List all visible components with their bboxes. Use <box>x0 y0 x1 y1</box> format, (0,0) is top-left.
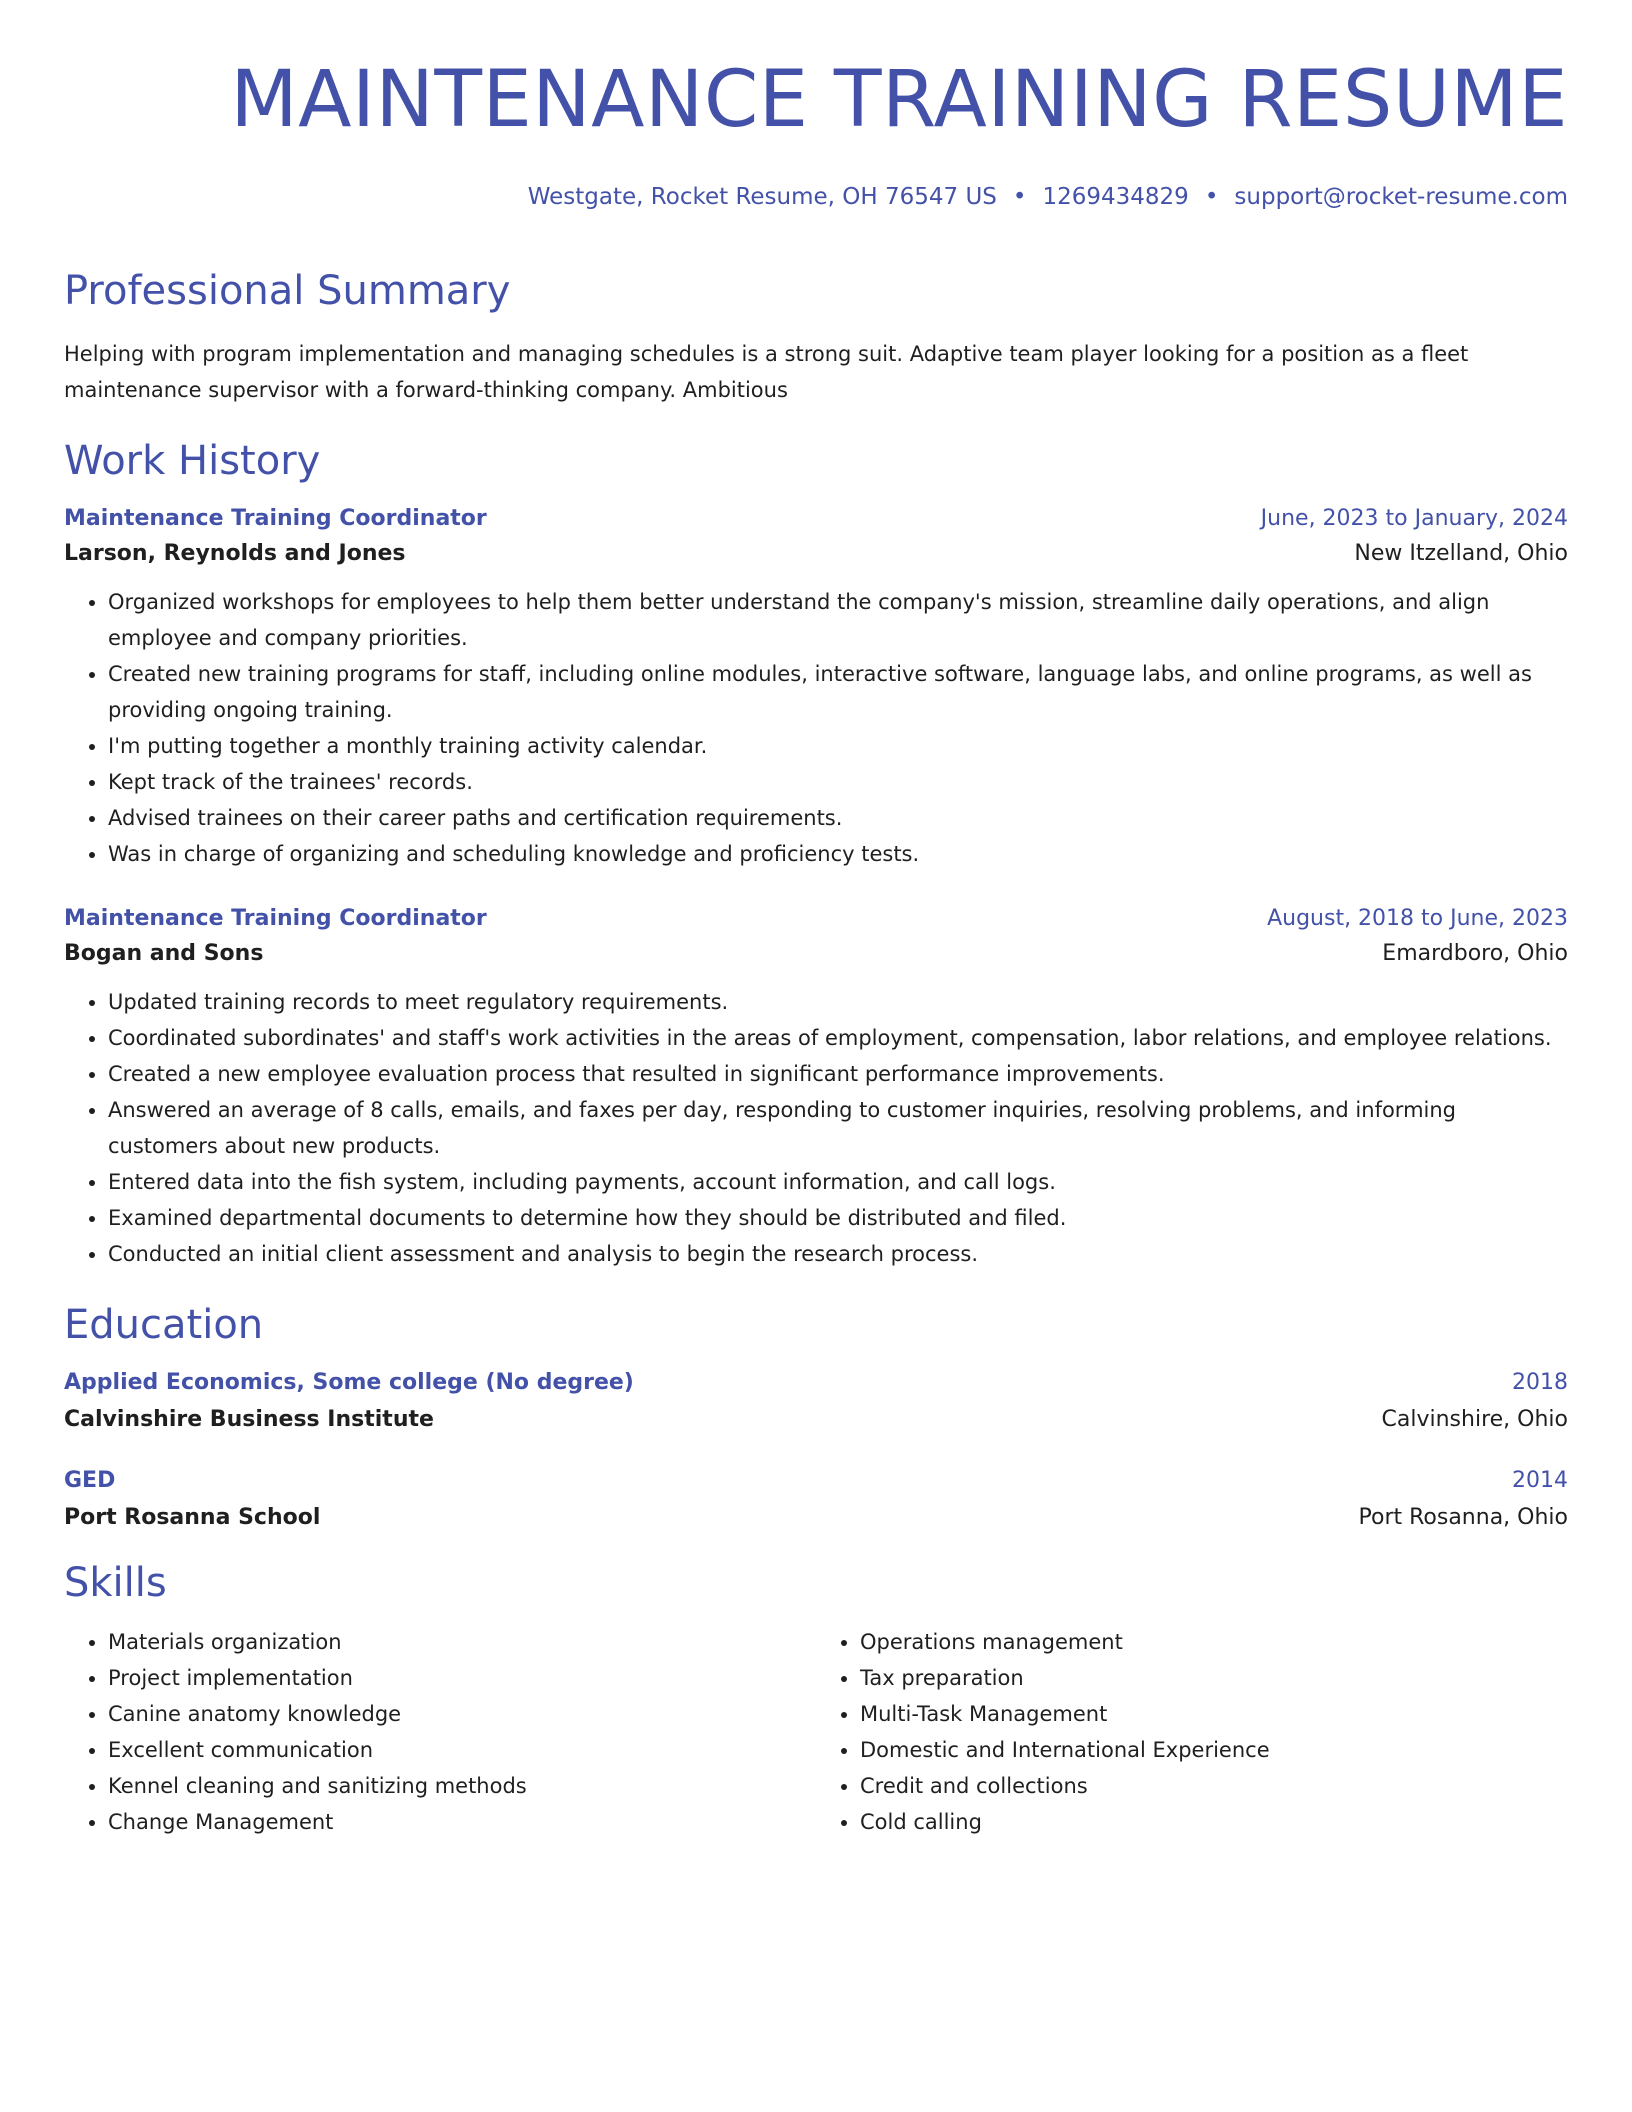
skill-item: • Project implementation <box>108 1660 816 1696</box>
skill-item: • Cold calling <box>860 1804 1568 1840</box>
education-location: Calvinshire, Ohio <box>1381 1407 1568 1432</box>
education-degree: Applied Economics, Some college (No degree) <box>64 1370 634 1395</box>
skill-item: • Kennel cleaning and sanitizing methods <box>108 1768 816 1804</box>
summary-heading: Professional Summary <box>64 268 511 314</box>
skills-grid <box>64 1624 1568 1840</box>
job-title: Maintenance Training Coordinator <box>64 906 487 931</box>
education-header-row <box>64 1468 1568 1493</box>
education-entry <box>64 1468 1568 1530</box>
summary-text: Helping with program implementation and managing schedules is a strong suit. Adaptive team player looking for a position as a fleet maintenance supervisor with a forward-thinking company. Ambitious <box>64 342 1469 402</box>
education-degree: GED <box>64 1468 116 1493</box>
job-bullet: • Updated training records to meet regulatory requirements. <box>108 984 1568 1020</box>
skill-item: • Tax preparation <box>860 1660 1568 1696</box>
job-company: Bogan and Sons <box>64 941 264 966</box>
job-bullet: • Conducted an initial client assessment and analysis to begin the research process. <box>108 1236 1568 1272</box>
job-entry <box>64 906 1568 1272</box>
contact-phone: 1269434829 <box>1042 184 1189 210</box>
job-bullet: • I'm putting together a monthly training activity calendar. <box>108 728 1568 764</box>
skill-item: • Excellent communication <box>108 1732 816 1768</box>
education-header-row <box>64 1370 1568 1395</box>
skills-section <box>64 1558 1568 1840</box>
skill-item: • Operations management <box>860 1624 1568 1660</box>
job-header-row <box>64 506 1568 531</box>
education-school: Port Rosanna School <box>64 1505 321 1530</box>
skills-list-left <box>64 1624 816 1840</box>
job-bullet: • Answered an average of 8 calls, emails, and faxes per day, responding to customer inquiries, resolving problems, and informing customers about new products. <box>108 1092 1568 1164</box>
education-year: 2014 <box>1512 1468 1568 1493</box>
job-dates: June, 2023 to January, 2024 <box>1260 506 1568 531</box>
job-bullet: • Examined departmental documents to determine how they should be distributed and filed. <box>108 1200 1568 1236</box>
skill-item: • Multi-Task Management <box>860 1696 1568 1732</box>
job-company: Larson, Reynolds and Jones <box>64 541 406 566</box>
skill-item: • Materials organization <box>108 1624 816 1660</box>
education-year: 2018 <box>1512 1370 1568 1395</box>
contact-address: Westgate, Rocket Resume, OH 76547 US <box>527 184 997 210</box>
job-bullet: • Organized workshops for employees to help them better understand the company's mission, streamline daily operations, and align employee and company priorities. <box>108 584 1568 656</box>
education-location: Port Rosanna, Ohio <box>1358 1505 1568 1530</box>
job-title: Maintenance Training Coordinator <box>64 506 487 531</box>
work-heading: Work History <box>64 438 321 484</box>
job-entry <box>64 506 1568 872</box>
job-company-row <box>64 941 1568 966</box>
job-bullets <box>64 984 1568 1272</box>
job-location: Emardboro, Ohio <box>1382 941 1568 966</box>
contact-email: support@rocket-resume.com <box>1234 184 1568 210</box>
contact-separator: • <box>1012 184 1027 210</box>
job-bullet: • Entered data into the fish system, including payments, account information, and call logs. <box>108 1164 1568 1200</box>
skills-list-right <box>816 1624 1568 1840</box>
job-bullets <box>64 584 1568 872</box>
job-dates: August, 2018 to June, 2023 <box>1267 906 1568 931</box>
job-bullet: • Advised trainees on their career paths and certification requirements. <box>108 800 1568 836</box>
contact-separator: • <box>1204 184 1219 210</box>
education-heading: Education <box>64 1302 264 1348</box>
summary-section <box>64 266 1568 408</box>
skill-item: • Domestic and International Experience <box>860 1732 1568 1768</box>
education-school: Calvinshire Business Institute <box>64 1407 434 1432</box>
contact-line <box>64 182 1568 212</box>
job-location: New Itzelland, Ohio <box>1354 541 1568 566</box>
job-header-row <box>64 906 1568 931</box>
job-bullet: • Kept track of the trainees' records. <box>108 764 1568 800</box>
education-entry <box>64 1370 1568 1432</box>
work-section <box>64 436 1568 1272</box>
resume-page <box>64 50 1568 1840</box>
skill-item: • Change Management <box>108 1804 816 1840</box>
job-company-row <box>64 541 1568 566</box>
skills-heading: Skills <box>64 1560 167 1606</box>
education-school-row <box>64 1407 1568 1432</box>
job-bullet: • Created a new employee evaluation process that resulted in significant performance improvements. <box>108 1056 1568 1092</box>
education-section <box>64 1300 1568 1530</box>
skill-item: • Canine anatomy knowledge <box>108 1696 816 1732</box>
job-bullet: • Was in charge of organizing and scheduling knowledge and proficiency tests. <box>108 836 1568 872</box>
job-bullet: • Coordinated subordinates' and staff's work activities in the areas of employment, compensation, labor relations, and employee relations. <box>108 1020 1568 1056</box>
skill-item: • Credit and collections <box>860 1768 1568 1804</box>
job-bullet: • Created new training programs for staff, including online modules, interactive software, language labs, and online programs, as well as providing ongoing training. <box>108 656 1568 728</box>
education-school-row <box>64 1505 1568 1530</box>
resume-title: MAINTENANCE TRAINING RESUME <box>230 55 1568 145</box>
